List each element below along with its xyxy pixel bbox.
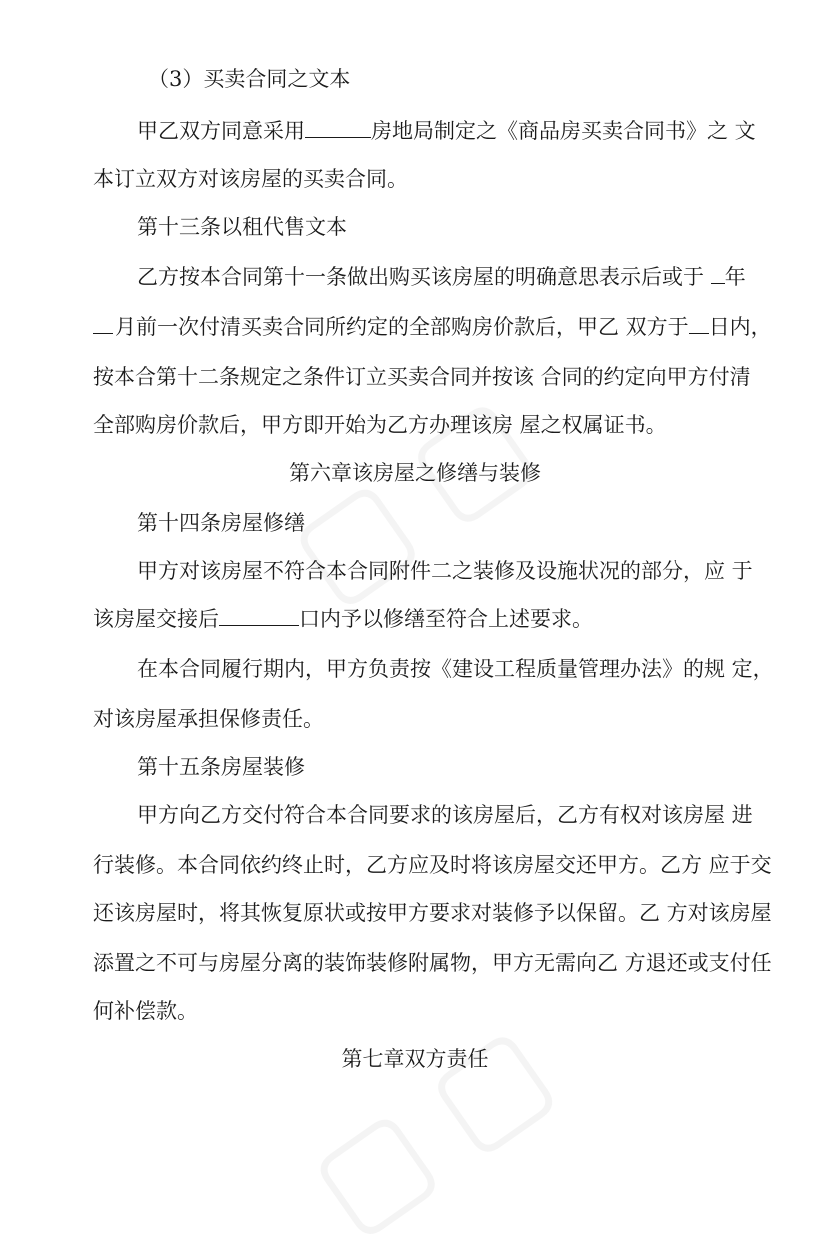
section-heading: （3）买卖合同之文本: [148, 67, 351, 91]
paragraph-line: 行装修。本合同依约终止时，乙方应及时将该房屋交还甲方。乙方 应于交: [93, 853, 772, 877]
paragraph-line: 在本合同履行期内，甲方负责按《建设工程质量管理办法》的规 定，: [137, 657, 774, 681]
paragraph-line: [93, 605, 593, 633]
paragraph-line: [93, 313, 772, 341]
text-segment: 乙方按本合同第十一条做出购买该房屋的明确意思表示后或于: [137, 265, 704, 289]
paragraph-line: 甲方向乙方交付符合本合同要求的该房屋后，乙方有权对该房屋 进: [137, 803, 753, 827]
article-heading: 第十五条房屋装修: [137, 755, 305, 779]
text-segment: 甲乙双方同意采用: [137, 119, 305, 143]
fill-in-blank: [689, 315, 709, 334]
fill-in-blank: [305, 119, 371, 138]
paragraph-line: 添置之不可与房屋分离的装饰装修附属物，甲方无需向乙 方退还或支付任: [93, 951, 772, 975]
text-segment: 月前一次付清买卖合同所约定的全部购房价款后，甲乙 双方于: [115, 315, 689, 339]
chapter-heading: 第六章该房屋之修缮与装修: [289, 461, 541, 485]
chapter-heading: 第七章双方责任: [341, 1047, 489, 1071]
paragraph-line: 还该房屋时，将其恢复原状或按甲方要求对装修予以保留。乙 方对该房屋: [93, 901, 772, 925]
fill-in-blank: [711, 265, 725, 284]
watermark-mark: [266, 350, 581, 628]
paragraph-line: 全部购房价款后，甲方即开始为乙方办理该房 屋之权属证书。: [93, 413, 667, 437]
paragraph-line: 本订立双方对该房屋的买卖合同。: [93, 167, 408, 191]
text-segment: 该房屋交接后: [93, 607, 219, 631]
text-segment: 房地局制定之《商品房买卖合同书》之 文: [371, 119, 756, 143]
watermark-mark: [286, 980, 601, 1258]
paragraph-line: [137, 117, 756, 145]
article-heading: 第十四条房屋修缮: [137, 511, 305, 535]
article-heading: 第十三条以租代售文本: [137, 215, 347, 239]
paragraph-line: 按本合第十二条规定之条件订立买卖合同并按该 合同的约定向甲方付清: [93, 365, 751, 389]
fill-in-blank: [93, 315, 113, 334]
text-segment: 年: [724, 265, 746, 289]
paragraph-line: [137, 263, 746, 291]
paragraph-line: 对该房屋承担保修责任。: [93, 707, 324, 731]
text-segment: 口内予以修缮至符合上述要求。: [299, 607, 593, 631]
text-segment: 日内，: [708, 315, 772, 339]
paragraph-line: 甲方对该房屋不符合本合同附件二之装修及设施状况的部分，应 于: [137, 559, 753, 583]
paragraph-line: 何补偿款。: [93, 999, 198, 1023]
fill-in-blank: [219, 607, 299, 626]
